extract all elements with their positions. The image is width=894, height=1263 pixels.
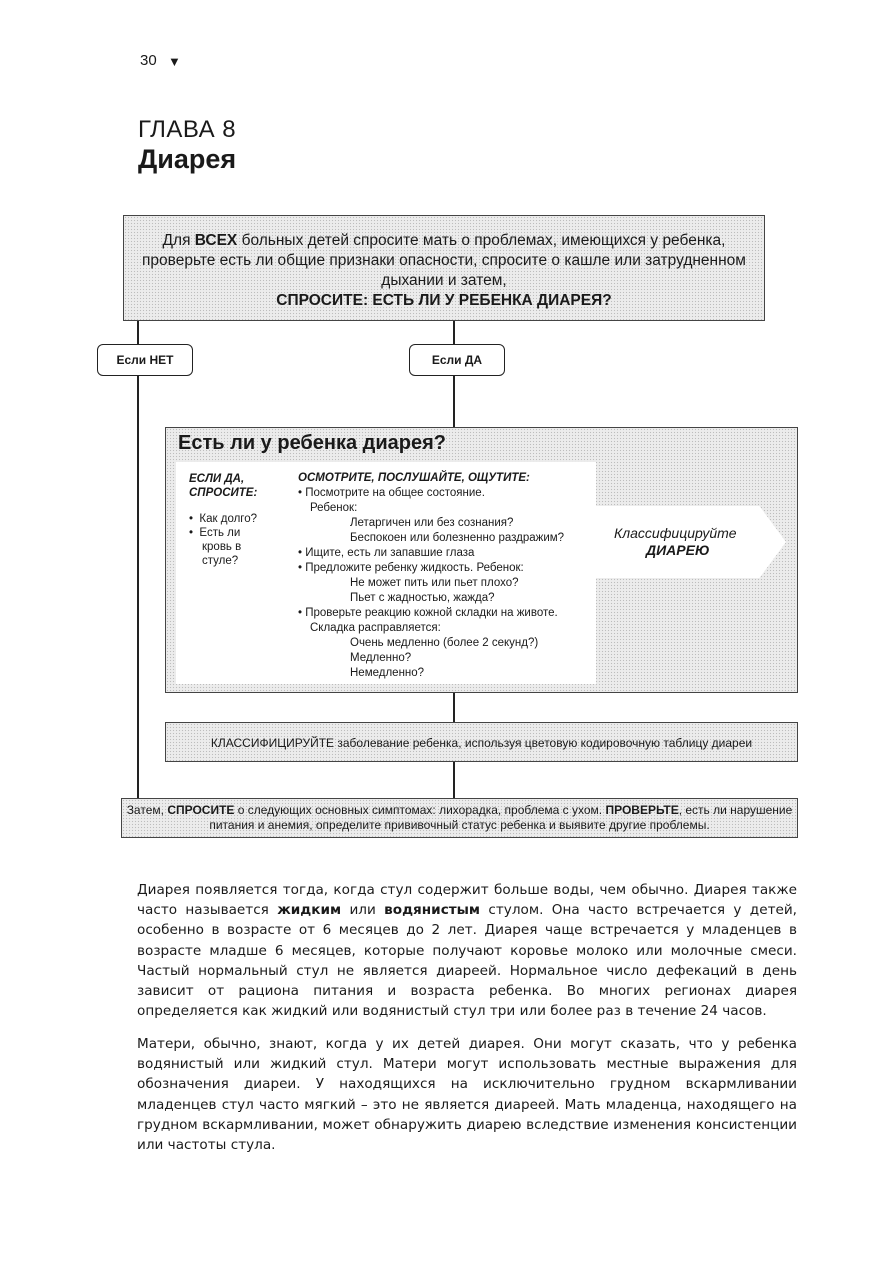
page-number: 30 <box>140 52 157 69</box>
look-line: • Предложите ребенку жидкость. Ребенок: <box>298 562 524 574</box>
connector-right-top <box>453 321 455 344</box>
ask-heading <box>189 472 257 500</box>
ask-item-cont: кровь в <box>202 541 242 553</box>
top-box-bold-all: ВСЕХ <box>194 232 238 249</box>
look-list <box>298 486 564 681</box>
chapter-label: ГЛАВА 8 <box>138 116 237 143</box>
p1-text-or: или <box>341 902 385 919</box>
ask-list <box>189 512 257 568</box>
look-line: • Ищите, есть ли запавшие глаза <box>298 547 475 559</box>
look-line: Пьет с жадностью, жажда? <box>350 592 495 604</box>
ask-heading-2: СПРОСИТЕ: <box>189 487 258 499</box>
top-box-text-1: Для <box>162 232 195 249</box>
p1-text-a: Диарея появляется тогда, когда стул содержит больше воды, чем обычно. Диарея также часто называется <box>137 882 797 919</box>
page-arrow-icon: ▼ <box>168 54 181 69</box>
p1-bold-liquid: жидким <box>277 902 342 919</box>
ask-item: • Как долго? <box>189 513 258 525</box>
look-line: Складка расправляется: <box>310 622 441 634</box>
page-title: Диарея <box>138 144 237 174</box>
connector-classify-then <box>453 762 455 798</box>
p1-bold-watery: водянистым <box>384 902 481 919</box>
look-line: • Проверьте реакцию кожной складки на животе. <box>298 607 558 619</box>
look-line: Летаргичен или без сознания? <box>350 517 514 529</box>
classify-arrow-text: Классифицируйте <box>614 525 737 541</box>
then-text-b: о следующих основных симптомах: лихорадка, проблема с ухом. <box>234 803 606 817</box>
then-text-a: Затем, <box>126 803 168 817</box>
look-line: Беспокоен или болезненно раздражим? <box>350 532 565 544</box>
then-bold-check: ПРОВЕРЬТЕ <box>605 803 679 817</box>
look-line: Медленно? <box>350 652 412 664</box>
look-heading: ОСМОТРИТЕ, ПОСЛУШАЙТЕ, ОЩУТИТЕ: <box>298 472 530 484</box>
p1-text-c: стулом. Она часто встречается у детей, особенно в возрасте от 6 месяцев до 2 лет. Диарея чаще встречается у младенцев в возрасте младше 6 месяцев, которые получают коровье молоко или молочные смеси. Частый нормальный стул не является диареей. Нормальное число дефекаций в день зависит от рациона питания и возраста ребенка. Во многих регионах диарея определяется как жидкий или водянистый стул три или более раз в течение 24 часов. <box>137 902 798 1020</box>
look-line: Ребенок: <box>310 502 358 514</box>
paragraph-2: Матери, обычно, знают, когда у их детей диарея. Они могут сказать, что у ребенка водянистый или жидкий стул. Матери могут использовать местные выражения для обозначения диареи. У находящихся на исключительно грудном вскармливании младенцев стул часто мягкий – это не является диареей. Мать младенца, находящего на грудном вскармливании, может обнаружить диарею вследствие изменения консистенции или частоты стула. <box>137 1036 797 1154</box>
connector-left-top <box>137 321 139 344</box>
assessment-title: Есть ли у ребенка диарея? <box>178 432 447 454</box>
then-box <box>121 798 798 838</box>
paragraph-1 <box>137 880 797 1021</box>
then-text-c: , есть ли нарушение питания и анемия, определите прививочный статус ребенка и выявите другие проблемы. <box>209 803 793 832</box>
connector-assess-classify <box>453 693 455 722</box>
then-bold-ask: СПРОСИТЕ <box>167 803 235 817</box>
if-yes-label: Если ДА <box>409 344 505 376</box>
ask-heading-1: ЕСЛИ ДА, <box>189 473 245 485</box>
look-line: Очень медленно (более 2 секунд?) <box>350 637 539 649</box>
ask-item-cont: стуле? <box>202 555 239 567</box>
classify-box: КЛАССИФИЦИРУЙТЕ заболевание ребенка, используя цветовую кодировочную таблицу диареи <box>165 722 798 762</box>
classify-arrow-target: ДИАРЕЮ <box>646 542 710 558</box>
look-line: Немедленно? <box>350 667 425 679</box>
look-line: Не может пить или пьет плохо? <box>350 577 519 589</box>
ask-item: • Есть ли <box>189 527 241 539</box>
top-box-text-2: больных детей спросите мать о проблемах, имеющихся у ребенка, проверьте есть ли общие признаки опасности, спросите о кашле или затрудненном дыхании и затем, <box>142 232 746 289</box>
if-no-label: Если НЕТ <box>97 344 193 376</box>
top-box-question: СПРОСИТЕ: ЕСТЬ ЛИ У РЕБЕНКА ДИАРЕЯ? <box>276 292 612 309</box>
connector-right-down <box>453 374 455 427</box>
flowchart-top-box <box>123 215 765 321</box>
look-line: • Посмотрите на общее состояние. <box>298 487 485 499</box>
connector-left-down <box>137 374 139 798</box>
